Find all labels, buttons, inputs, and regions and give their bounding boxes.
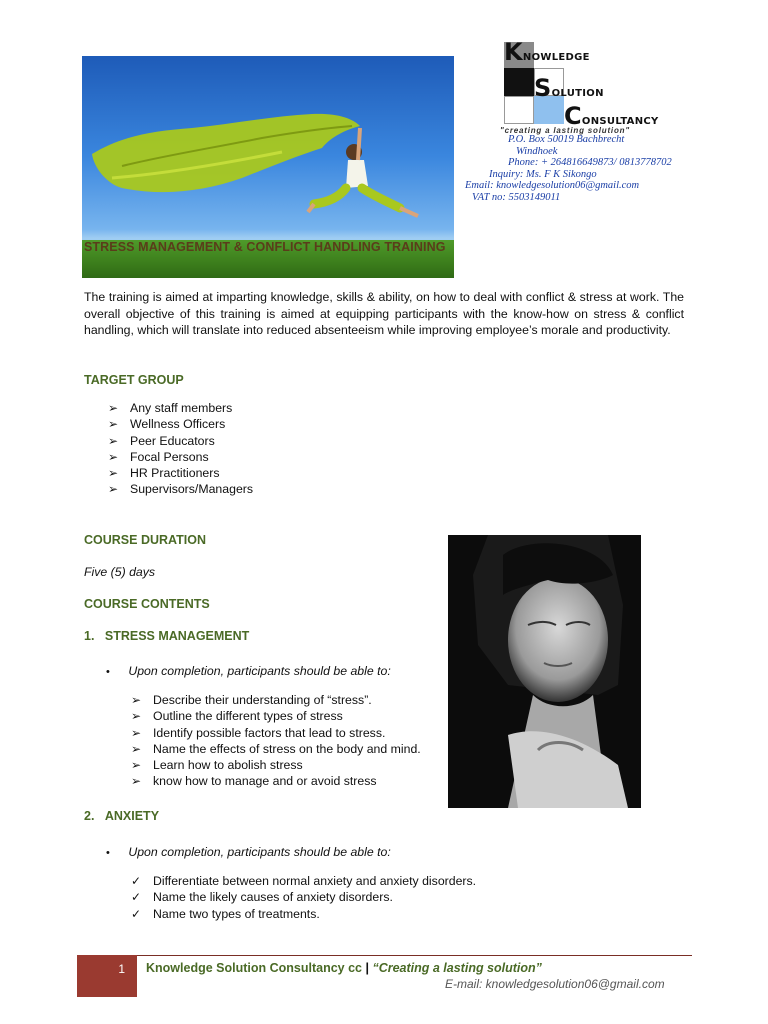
contact-phone: Phone: + 264816649873/ 0813778702	[508, 157, 672, 168]
course-duration-value: Five (5) days	[84, 565, 156, 579]
list-item: ➢ Learn how to abolish stress	[131, 758, 303, 773]
lead-text: Upon completion, participants should be able to:	[128, 664, 391, 678]
contact-city: Windhoek	[516, 146, 558, 157]
logo-tagline: "creating a lasting solution"	[500, 126, 630, 135]
list-item: ➢ HR Practitioners	[108, 466, 220, 481]
footer-company: Knowledge Solution Consultancy cc	[146, 961, 362, 975]
arrow-bullet-icon: ➢	[131, 741, 142, 756]
lead-text: Upon completion, participants should be able to:	[128, 845, 391, 859]
target-group-heading: TARGET GROUP	[84, 373, 184, 387]
arrow-bullet-icon: ➢	[131, 709, 142, 724]
list-item: ➢ Outline the different types of stress	[131, 709, 343, 724]
contact-po-box: P.O. Box 50019 Bachbrecht	[508, 134, 625, 145]
footer-tagline: “Creating a lasting solution”	[372, 961, 542, 975]
logo-line-knowledge: KNOWLEDGE	[504, 38, 590, 66]
list-item: ✓ Differentiate between normal anxiety and anxiety disorders.	[131, 874, 477, 888]
dot-bullet-icon: •	[106, 847, 110, 859]
stress-outcomes-list	[131, 693, 421, 791]
logo-line-consultancy: CONSULTANCY	[564, 102, 659, 130]
banner-image	[82, 56, 454, 278]
company-logo	[500, 40, 700, 140]
contact-email-label: Email:	[465, 180, 497, 191]
arrow-bullet-icon: ➢	[131, 725, 142, 740]
list-item: ➢ Describe their understanding of “stress”.	[131, 693, 372, 707]
banner-title: STRESS MANAGEMENT & CONFLICT HANDLING TRAINING	[84, 240, 446, 254]
footer-separator: |	[362, 961, 373, 975]
footer-divider	[77, 955, 692, 956]
check-icon: ✓	[131, 874, 142, 888]
list-item: ➢ Identify possible factors that lead to stress.	[131, 725, 386, 740]
logo-square-black	[504, 68, 534, 96]
section-title: STRESS MANAGEMENT	[104, 629, 250, 643]
page-number: 1	[118, 962, 125, 976]
portrait-photo	[448, 535, 641, 808]
logo-square-white-2	[504, 96, 534, 124]
section-anxiety-heading	[84, 809, 159, 823]
footer-company-line	[146, 961, 542, 975]
woman-portrait-illustration	[448, 535, 641, 808]
contact-inquiry: Inquiry: Ms. F K Sikongo	[489, 169, 597, 180]
intro-paragraph: The training is aimed at imparting knowledge, skills & ability, on how to deal with conflict & stress at work. The overall objective of this training is aimed at equipping participants with the know-how on stress & conflict handling, which will translate into reduced absenteeism while improving employee’s morale and productivity.	[84, 290, 684, 337]
list-item: ➢ Wellness Officers	[108, 417, 226, 432]
list-item: ➢ Focal Persons	[108, 449, 209, 464]
arrow-bullet-icon: ➢	[108, 449, 119, 464]
course-contents-heading: COURSE CONTENTS	[84, 597, 210, 611]
contact-vat: VAT no: 5503149011	[472, 192, 561, 203]
arrow-bullet-icon: ➢	[131, 758, 142, 773]
section-number: 1.	[84, 629, 95, 643]
arrow-bullet-icon: ➢	[108, 466, 119, 481]
arrow-bullet-icon: ➢	[131, 693, 142, 707]
list-item: ➢ know how to manage and or avoid stress	[131, 774, 377, 789]
anxiety-outcomes-list	[131, 874, 476, 923]
list-item: ➢ Any staff members	[108, 401, 233, 415]
contact-email-link[interactable]: knowledgesolution06@gmail.com	[496, 180, 640, 191]
contact-email-line	[465, 180, 639, 193]
arrow-bullet-icon: ➢	[108, 433, 119, 448]
arrow-bullet-icon: ➢	[108, 401, 119, 415]
target-group-list	[108, 401, 253, 499]
list-item: ➢ Supervisors/Managers	[108, 482, 254, 497]
list-item: ✓ Name two types of treatments.	[131, 906, 320, 921]
list-item: ➢ Name the effects of stress on the body and mind.	[131, 741, 421, 756]
check-icon: ✓	[131, 890, 142, 905]
check-icon: ✓	[131, 906, 142, 921]
section1-lead	[106, 662, 391, 680]
list-item: ✓ Name the likely causes of anxiety disorders.	[131, 890, 393, 905]
section-number: 2.	[84, 809, 95, 823]
section2-lead	[106, 843, 391, 861]
footer-email: E-mail: knowledgesolution06@gmail.com	[445, 977, 665, 991]
list-item: ➢ Peer Educators	[108, 433, 215, 448]
arrow-bullet-icon: ➢	[108, 417, 119, 432]
section-title: ANXIETY	[104, 809, 160, 823]
dot-bullet-icon: •	[106, 666, 110, 678]
course-duration-heading: COURSE DURATION	[84, 533, 206, 547]
arrow-bullet-icon: ➢	[108, 482, 119, 497]
page-number-box	[77, 955, 137, 997]
arrow-bullet-icon: ➢	[131, 774, 142, 789]
logo-line-solution: SOLUTION	[534, 74, 604, 102]
section-stress-management-heading	[84, 629, 249, 643]
